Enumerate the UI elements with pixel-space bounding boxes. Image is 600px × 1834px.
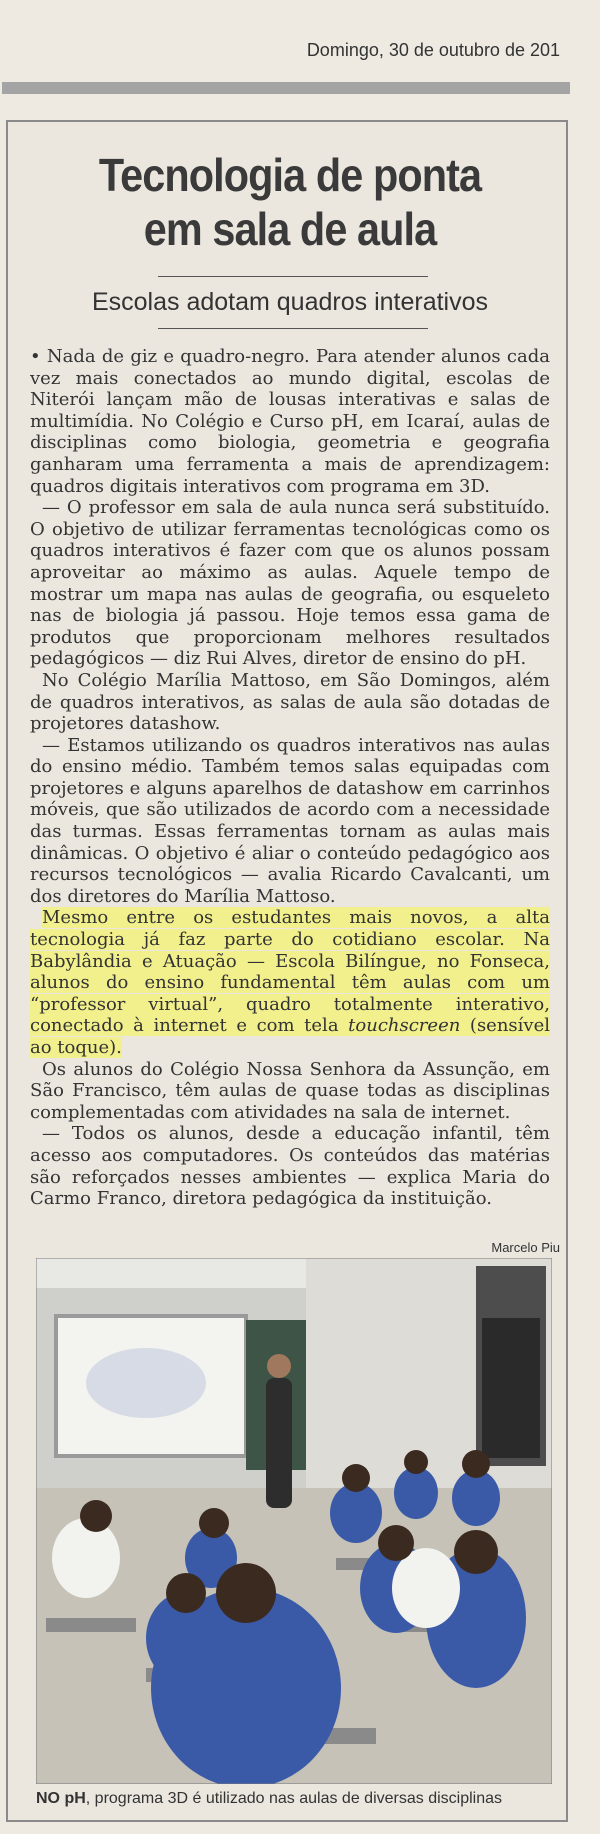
headline-line-2: em sala de aula bbox=[143, 203, 437, 255]
paragraph-2: — O professor em sala de aula nunca será substituído. O objetivo de utilizar ferramentas tecnológicas como os quadros interativos é fazer com que os alunos possam aproveitar ao máximo as aulas. Aquele tempo de mostrar um mapa nas aulas de geografia, ou esqueleto nas de biologia já passou. Hoje temos essa gama de produtos que proporcionam melhores resultados pedagógicos — diz Rui Alves, diretor de ensino do pH. bbox=[30, 497, 550, 670]
article-headline bbox=[38, 148, 542, 256]
page-header bbox=[0, 0, 600, 80]
paragraph-7: — Todos os alunos, desde a educação infantil, têm acesso aos computadores. Os conteúdos das matérias são reforçados nesses ambientes — explica Maria do Carmo Franco, diretora pedagógica da instituição. bbox=[30, 1123, 550, 1210]
header-rule bbox=[2, 82, 570, 94]
caption-text: , programa 3D é utilizado nas aulas de diversas disciplinas bbox=[85, 1790, 502, 1807]
photo-caption bbox=[36, 1790, 566, 1808]
photo-credit: Marcelo Piu bbox=[491, 1240, 560, 1255]
classroom-photo bbox=[36, 1258, 552, 1784]
paragraph-1: • Nada de giz e quadro-negro. Para atender alunos cada vez mais conectados ao mundo digital, escolas de Niterói lançam mão de lousas interativas e salas de multimídia. No Colégio e Curso pH, em Icaraí, aulas de disciplinas como biologia, geometria e geografia ganharam uma ferramenta a mais de aprendizagem: quadros digitais interativos com programa em 3D. bbox=[30, 346, 550, 497]
caption-bold-lead: NO pH bbox=[36, 1790, 86, 1807]
subheadline-rule-top bbox=[158, 276, 428, 277]
classroom-illustration bbox=[36, 1258, 552, 1784]
bullet-icon: • bbox=[30, 346, 41, 367]
subheadline-rule-bottom bbox=[158, 328, 428, 329]
paragraph-6: Os alunos do Colégio Nossa Senhora da Assunção, em São Francisco, têm aulas de quase todas as disciplinas complementadas com atividades na sala de internet. bbox=[30, 1058, 550, 1123]
paragraph-3: No Colégio Marília Mattoso, em São Domingos, além de quadros interativos, as salas de aula são dotadas de projetores datashow. bbox=[30, 669, 550, 735]
article-body bbox=[30, 346, 550, 1210]
paragraph-5-highlighted: Mesmo entre os estudantes mais novos, a alta tecnologia já faz parte do cotidiano escolar. Na Babylândia e Atuação — Escola Bilíngue, no Fonseca, alunos do ensino fundamental têm aulas com um “professor virtual”, quadro totalmente interativo, conectado à internet e com tela touchscreen (sensível ao toque). bbox=[30, 907, 550, 1058]
headline-line-1: Tecnologia de ponta bbox=[98, 149, 482, 201]
article-subheadline: Escolas adotam quadros interativos bbox=[91, 288, 489, 316]
paragraph-4: — Estamos utilizando os quadros interativos nas aulas do ensino médio. Também temos salas equipadas com projetores e alguns aparelhos de datashow em carrinhos móveis, que são utilizados de acordo com a necessidade das turmas. Essas ferramentas tornam as aulas mais dinâmicas. O objetivo é aliar o conteúdo pedagógico aos recursos tecnológicos — avalia Ricardo Cavalcanti, um dos diretores do Marília Mattoso. bbox=[30, 734, 550, 907]
publication-date: Domingo, 30 de outubro de 201 bbox=[306, 40, 560, 60]
italic-term: touchscreen bbox=[348, 1015, 461, 1037]
